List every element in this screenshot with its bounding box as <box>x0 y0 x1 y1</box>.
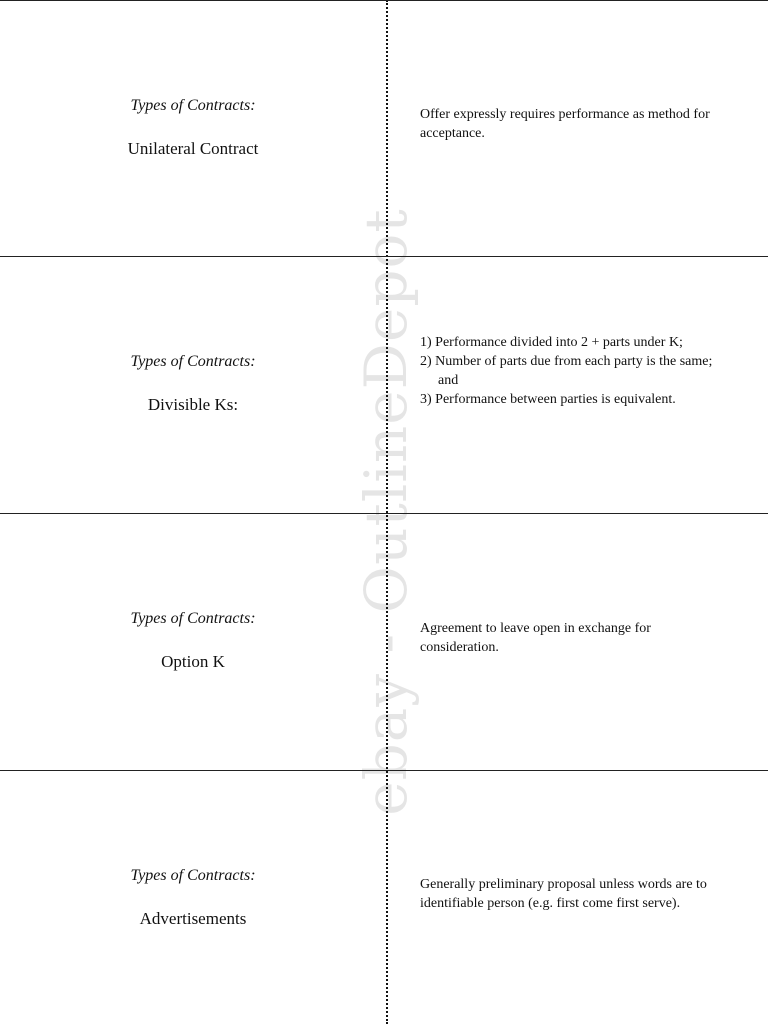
card-heading: Types of Contracts: <box>130 610 256 627</box>
flashcard <box>0 513 768 769</box>
card-term: Unilateral Contract <box>127 139 259 158</box>
card-term: Divisible Ks: <box>147 395 239 414</box>
definition-list-item: 2) Number of parts due from each party is the same; and <box>420 354 713 388</box>
card-back <box>420 105 730 143</box>
card-front <box>0 0 386 256</box>
flashcard <box>0 256 768 512</box>
definition-list-item: 1) Performance divided into 2 + parts under K; <box>420 335 683 350</box>
card-back <box>420 619 730 657</box>
card-front <box>0 256 386 512</box>
card-front <box>0 513 386 769</box>
card-heading: Types of Contracts: <box>130 353 256 370</box>
definition-text: Generally preliminary proposal unless words are to identifiable person (e.g. first come first serve). <box>420 877 707 911</box>
card-front <box>0 770 386 1026</box>
definition-text: Offer expressly requires performance as method for acceptance. <box>420 107 710 141</box>
watermark-text: ebay - OutlineDepot <box>352 208 420 816</box>
flashcard <box>0 770 768 1026</box>
definition-list-item: 3) Performance between parties is equivalent. <box>420 392 676 407</box>
card-term: Option K <box>161 652 225 671</box>
card-back <box>420 333 730 409</box>
card-back <box>420 875 730 913</box>
card-term: Advertisements <box>139 909 247 928</box>
flashcard <box>0 0 768 256</box>
card-heading: Types of Contracts: <box>130 97 256 114</box>
card-heading: Types of Contracts: <box>130 867 256 884</box>
definition-text: Agreement to leave open in exchange for consideration. <box>420 621 651 655</box>
